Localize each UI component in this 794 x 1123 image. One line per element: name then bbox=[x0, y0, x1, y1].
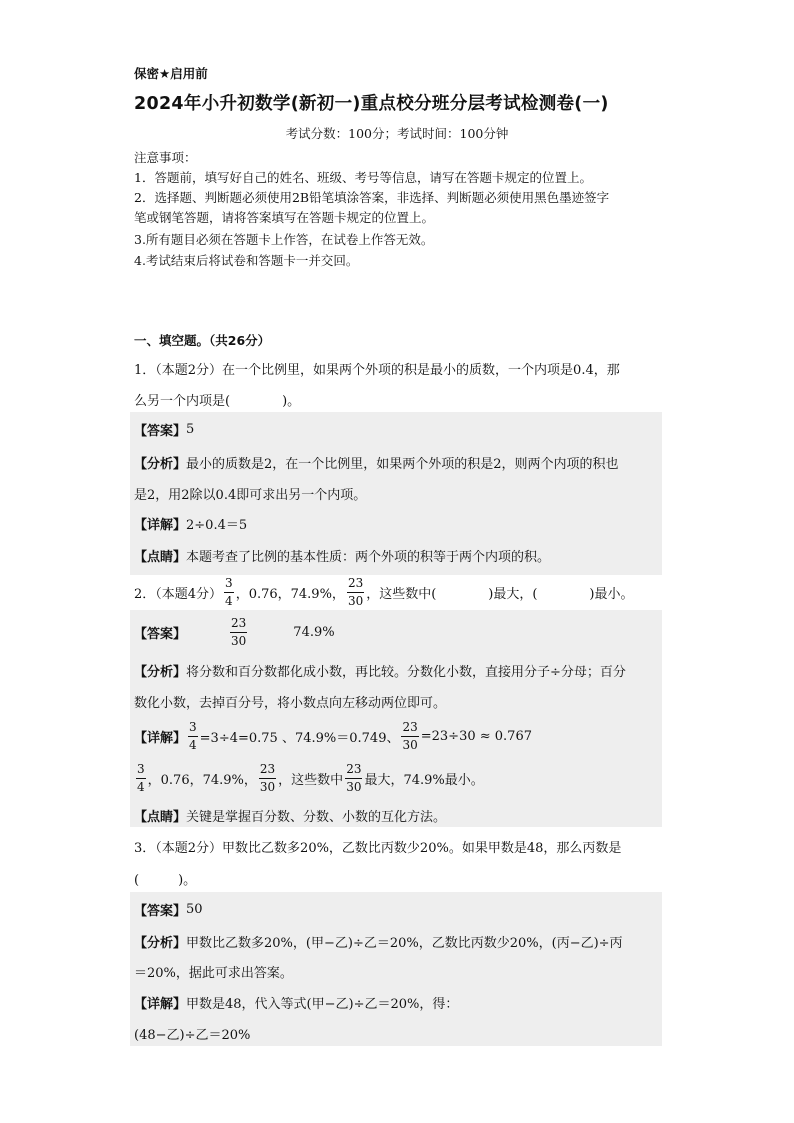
analysis-text: 数化小数，去掉百分号，将小数点向左移动两位即可。 bbox=[134, 696, 447, 711]
q3-analysis-line1 bbox=[134, 932, 623, 951]
detail-label: 【详解】 bbox=[134, 518, 187, 533]
q2-stem-mid: ，0.76，74.9%， bbox=[235, 586, 345, 602]
detail-text: =23÷30 ≈ 0.767 bbox=[420, 728, 532, 744]
q1-analysis-line2 bbox=[134, 484, 366, 503]
fraction-23-30 bbox=[230, 617, 247, 647]
fraction-3-4 bbox=[136, 763, 146, 793]
answer-label: 【答案】 bbox=[134, 626, 187, 642]
analysis-text: 甲数比乙数多20%，(甲−乙)÷乙＝20%，乙数比丙数少20%，(丙−乙)÷丙 bbox=[186, 936, 623, 951]
notice-item: 4.考试结束后将试卷和答题卡一并交回。 bbox=[134, 253, 359, 268]
denominator: 4 bbox=[189, 737, 197, 752]
numerator: 3 bbox=[225, 575, 233, 590]
comment-text: 关键是掌握百分数、分数、小数的互化方法。 bbox=[186, 810, 447, 825]
analysis-text: 最小的质数是2，在一个比例里，如果两个外项的积是2，则两个内项的积也 bbox=[186, 457, 619, 472]
fraction-bar bbox=[224, 592, 234, 593]
fraction-23-30 bbox=[401, 721, 418, 751]
confidential-mark: 保密★启用前 bbox=[134, 66, 208, 81]
analysis-label: 【分析】 bbox=[134, 936, 187, 951]
q2-stem-prefix: 2．（本题4分） bbox=[134, 586, 223, 602]
conclusion-text: ，这些数中 bbox=[278, 772, 344, 788]
q3-analysis-line2 bbox=[134, 962, 293, 981]
analysis-text: 将分数和百分数都化成小数，再比较。分数化小数，直接用分子÷分母；百分 bbox=[186, 665, 626, 680]
numerator: 23 bbox=[259, 761, 276, 776]
q3-stem-line1: 3．（本题2分）甲数比乙数多20%，乙数比丙数少20%。如果甲数是48，那么丙数是 bbox=[134, 841, 622, 856]
fraction-3-4 bbox=[188, 721, 198, 751]
fraction-bar bbox=[401, 736, 418, 737]
denominator: 30 bbox=[259, 779, 276, 794]
answer-value: 5 bbox=[186, 422, 195, 437]
fraction-bar bbox=[230, 632, 247, 633]
detail-text: =3÷4=0.75 、74.9%＝0.749、 bbox=[199, 730, 400, 746]
fraction-23-30 bbox=[345, 763, 362, 793]
q2-stem-suffix: ，这些数中( )最大，( )最小。 bbox=[366, 586, 634, 602]
numerator: 23 bbox=[231, 615, 247, 630]
detail-label: 【详解】 bbox=[134, 997, 187, 1012]
analysis-label: 【分析】 bbox=[134, 457, 187, 472]
denominator: 4 bbox=[225, 593, 233, 608]
answer-value: 74.9% bbox=[293, 624, 335, 640]
fraction-23-30 bbox=[259, 763, 276, 793]
q3-detail-line2 bbox=[134, 1024, 250, 1043]
comment-label: 【点睛】 bbox=[134, 810, 187, 825]
notice-item: 1．答题前，填写好自己的姓名、班级、考号等信息，请写在答题卡规定的位置上。 bbox=[134, 170, 592, 185]
conclusion-text: ，0.76，74.9%， bbox=[147, 772, 257, 788]
analysis-text: 是2，用2除以0.4即可求出另一个内项。 bbox=[134, 488, 367, 503]
denominator: 30 bbox=[402, 737, 418, 752]
conclusion-text: 最大，74.9%最小。 bbox=[364, 772, 484, 788]
numerator: 3 bbox=[137, 761, 145, 776]
numerator: 23 bbox=[346, 761, 362, 776]
q3-answer bbox=[134, 900, 203, 919]
q2-stem bbox=[134, 574, 634, 610]
q1-analysis-line1 bbox=[134, 453, 619, 472]
denominator: 30 bbox=[346, 779, 362, 794]
notice-item: 笔或钢笔答题，请将答案填写在答题卡规定的位置上。 bbox=[134, 210, 435, 225]
answer-value: 50 bbox=[186, 902, 203, 917]
fraction-bar bbox=[347, 592, 364, 593]
q2-detail bbox=[134, 718, 532, 754]
q2-conclusion bbox=[134, 760, 484, 796]
comment-label: 【点睛】 bbox=[134, 550, 187, 565]
fraction-bar bbox=[188, 736, 198, 737]
fraction-bar bbox=[259, 778, 276, 779]
detail-text: 甲数是48，代入等式(甲−乙)÷乙＝20%，得： bbox=[186, 997, 459, 1012]
q1-stem-line2: 么另一个内项是( )。 bbox=[134, 394, 301, 409]
detail-text: 2÷0.4＝5 bbox=[186, 518, 248, 533]
numerator: 23 bbox=[347, 575, 364, 590]
section-title: 一、填空题。（共26分） bbox=[134, 333, 271, 348]
page-title: 2024年小升初数学(新初一)重点校分班分层考试检测卷(一) bbox=[134, 94, 609, 114]
analysis-text: ＝20%，据此可求出答案。 bbox=[134, 966, 293, 981]
q2-comment bbox=[134, 806, 446, 825]
q1-detail bbox=[134, 514, 247, 533]
denominator: 30 bbox=[347, 593, 364, 608]
q2-answer bbox=[134, 614, 335, 650]
q1-comment bbox=[134, 546, 550, 565]
fraction-3-4 bbox=[224, 577, 234, 607]
detail-label: 【详解】 bbox=[134, 730, 187, 746]
fraction-23-30 bbox=[347, 577, 364, 607]
q2-analysis-line2 bbox=[134, 692, 446, 711]
notice-item: 2．选择题、判断题必须使用2B铅笔填涂答案，非选择、判断题必须使用黑色墨迹签字 bbox=[134, 190, 610, 205]
q3-stem-line2: ( )。 bbox=[134, 873, 197, 888]
detail-text: (48−乙)÷乙＝20% bbox=[134, 1028, 251, 1043]
q3-detail bbox=[134, 993, 458, 1012]
notice-item: 3.所有题目必须在答题卡上作答，在试卷上作答无效。 bbox=[134, 232, 434, 247]
answer-label: 【答案】 bbox=[134, 424, 187, 439]
denominator: 4 bbox=[137, 779, 145, 794]
denominator: 30 bbox=[231, 633, 247, 648]
q2-analysis-line1 bbox=[134, 661, 626, 680]
comment-text: 本题考查了比例的基本性质：两个外项的积等于两个内项的积。 bbox=[186, 550, 551, 565]
notice-heading: 注意事项： bbox=[134, 150, 197, 165]
fraction-bar bbox=[136, 778, 146, 779]
answer-label: 【答案】 bbox=[134, 904, 187, 919]
fraction-bar bbox=[345, 778, 362, 779]
q1-stem-line1: 1．（本题2分）在一个比例里，如果两个外项的积是最小的质数，一个内项是0.4，那 bbox=[134, 363, 620, 378]
exam-info: 考试分数：100分；考试时间：100分钟 bbox=[285, 126, 509, 141]
analysis-label: 【分析】 bbox=[134, 665, 187, 680]
numerator: 3 bbox=[189, 719, 197, 734]
q1-answer bbox=[134, 420, 194, 439]
numerator: 23 bbox=[402, 719, 418, 734]
